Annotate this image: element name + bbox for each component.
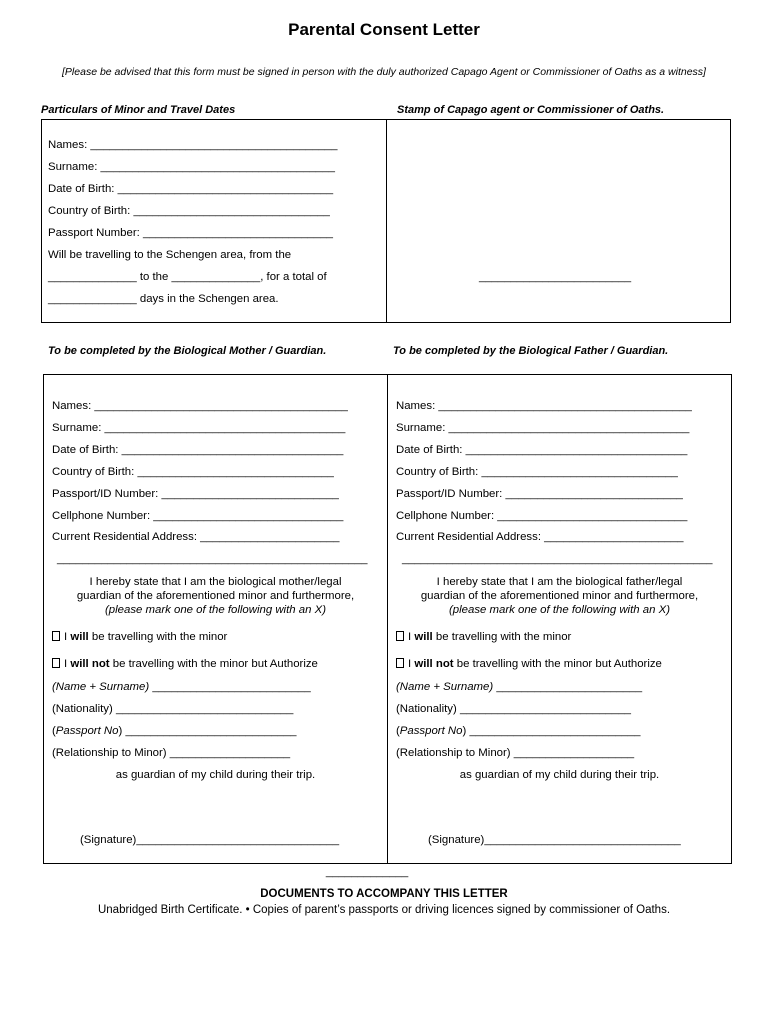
mother-country-field[interactable]: Country of Birth: _______________________________: [52, 466, 334, 478]
father-cellphone-field[interactable]: Cellphone Number: ______________________________: [396, 510, 688, 522]
mother-authorized-name-field[interactable]: (Name + Surname) _________________________: [52, 681, 311, 693]
father-will-checkbox[interactable]: [396, 631, 404, 641]
father-statement-2: guardian of the aforementioned minor and furthermore,: [420, 590, 699, 602]
page-title: Parental Consent Letter: [288, 20, 480, 39]
mother-authorized-nationality-field[interactable]: (Nationality) ____________________________: [52, 703, 294, 715]
minor-section-heading: Particulars of Minor and Travel Dates: [41, 104, 236, 116]
mother-option-will-not[interactable]: I will not be travelling with the minor but Authorize: [52, 658, 318, 670]
mother-will-checkbox[interactable]: [52, 631, 60, 641]
mother-section-heading: To be completed by the Biological Mother / Guardian.: [48, 345, 327, 357]
father-dob-field[interactable]: Date of Birth: ___________________________________: [396, 444, 688, 456]
minor-passport-field[interactable]: Passport Number: ______________________________: [48, 227, 334, 239]
witness-notice: [Please be advised that this form must be signed in person with the duly authorized Capago Agent or Commissioner of Oaths as a witness]: [62, 66, 706, 78]
documents-heading: DOCUMENTS TO ACCOMPANY THIS LETTER: [260, 888, 508, 900]
mother-relationship-field[interactable]: (Relationship to Minor) ___________________: [52, 747, 291, 759]
father-will-not-checkbox[interactable]: [396, 658, 404, 668]
footer-separator: _____________: [325, 866, 409, 878]
mother-statement-3: (please mark one of the following with an X): [105, 604, 326, 616]
stamp-section-heading: Stamp of Capago agent or Commissioner of Oaths.: [397, 104, 665, 116]
mother-authorized-passport-field[interactable]: (Passport No) ___________________________: [52, 725, 297, 737]
mother-cellphone-field[interactable]: Cellphone Number: ______________________________: [52, 510, 344, 522]
father-option-will[interactable]: I will be travelling with the minor: [396, 631, 571, 643]
father-guardian-text: as guardian of my child during their trip.: [459, 769, 660, 781]
minor-box-divider: [386, 119, 387, 323]
documents-list: Unabridged Birth Certificate. • Copies of parent’s passports or driving licences signed by commissioner of Oaths.: [97, 904, 671, 916]
mother-surname-field[interactable]: Surname: ______________________________________: [52, 422, 346, 434]
mother-option-will[interactable]: I will be travelling with the minor: [52, 631, 227, 643]
travel-intro-text: Will be travelling to the Schengen area, from the: [48, 249, 292, 261]
mother-signature-field[interactable]: (Signature)________________________________: [80, 834, 340, 846]
mother-names-field[interactable]: Names: ________________________________________: [52, 400, 348, 412]
father-address-field[interactable]: Current Residential Address: ______________________: [396, 531, 684, 543]
mother-address-line[interactable]: _________________________________________________: [57, 553, 368, 565]
travel-dates-field[interactable]: ______________ to the ______________, for a total of: [48, 271, 327, 283]
father-names-field[interactable]: Names: ________________________________________: [396, 400, 692, 412]
father-address-line[interactable]: _________________________________________________: [402, 553, 713, 565]
father-authorized-nationality-field[interactable]: (Nationality) ___________________________: [396, 703, 631, 715]
father-relationship-field[interactable]: (Relationship to Minor) ___________________: [396, 747, 635, 759]
travel-days-field[interactable]: ______________ days in the Schengen area.: [48, 293, 279, 305]
father-statement-1: I hereby state that I am the biological father/legal: [436, 576, 683, 588]
mother-statement-1: I hereby state that I am the biological mother/legal: [89, 576, 342, 588]
minor-surname-field[interactable]: Surname: _____________________________________: [48, 161, 335, 173]
mother-dob-field[interactable]: Date of Birth: ___________________________________: [52, 444, 344, 456]
father-country-field[interactable]: Country of Birth: _______________________________: [396, 466, 678, 478]
father-signature-field[interactable]: (Signature)_______________________________: [428, 834, 681, 846]
father-section-heading: To be completed by the Biological Father / Guardian.: [393, 345, 669, 357]
father-authorized-name-field[interactable]: (Name + Surname) _______________________: [396, 681, 643, 693]
father-statement-3: (please mark one of the following with an X): [449, 604, 670, 616]
parents-box-divider: [387, 374, 388, 864]
mother-guardian-text: as guardian of my child during their trip.: [115, 769, 316, 781]
minor-country-field[interactable]: Country of Birth: _______________________________: [48, 205, 330, 217]
mother-address-field[interactable]: Current Residential Address: ______________________: [52, 531, 340, 543]
mother-will-not-checkbox[interactable]: [52, 658, 60, 668]
minor-names-field[interactable]: Names: _______________________________________: [48, 139, 338, 151]
father-surname-field[interactable]: Surname: ______________________________________: [396, 422, 690, 434]
minor-dob-field[interactable]: Date of Birth: __________________________________: [48, 183, 334, 195]
father-option-will-not[interactable]: I will not be travelling with the minor but Authorize: [396, 658, 662, 670]
mother-statement-2: guardian of the aforementioned minor and furthermore,: [76, 590, 355, 602]
father-authorized-passport-field[interactable]: (Passport No) ___________________________: [396, 725, 641, 737]
mother-passport-field[interactable]: Passport/ID Number: ____________________________: [52, 488, 339, 500]
stamp-signature-line[interactable]: ________________________: [479, 271, 632, 283]
father-passport-field[interactable]: Passport/ID Number: ____________________________: [396, 488, 683, 500]
